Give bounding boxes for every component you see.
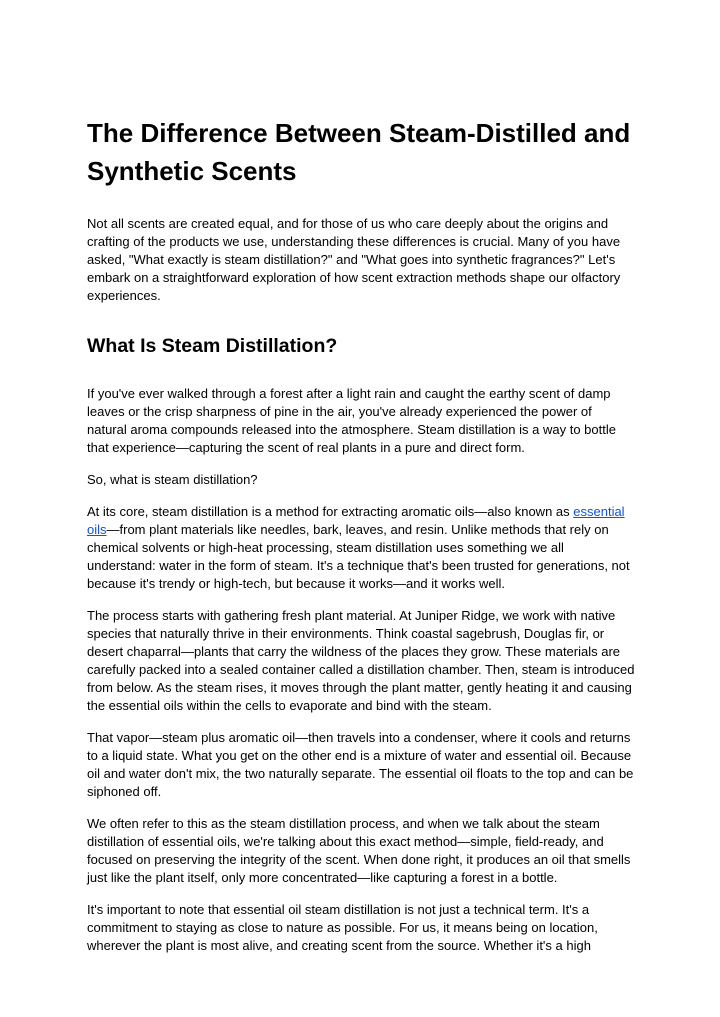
document-title: The Difference Between Steam-Distilled and Synthetic Scents [87,118,631,186]
paragraph-5: That vapor—steam plus aromatic oil—then travels into a condenser, where it cools and returns to a liquid state. What you get on the other end is a mixture of water and essential oil. Because oil and water don't mix, the two naturally separate. The essential oil floats to the top and can be siphoned off. [87,730,634,799]
paragraph-4: The process starts with gathering fresh plant material. At Juniper Ridge, we work with native species that naturally thrive in their environments. Think coastal sagebrush, Douglas fir, or desert chaparral—plants that carry the wildness of the places they grow. These materials are carefully packed into a sealed container called a distillation chamber. Then, steam is introduced from below. As the steam rises, it moves through the plant matter, gently heating it and causing the essential oils within the cells to evaporate and bind with the steam. [87,608,635,713]
paragraph-1: If you've ever walked through a forest after a light rain and caught the earthy scent of damp leaves or the crisp sharpness of pine in the air, you've already experienced the power of natural aroma compounds released into the atmosphere. Steam distillation is a way to bottle that experience—capturing the scent of real plants in a pure and direct form. [87,386,616,455]
paragraph-3 [87,503,635,593]
essential-oils-link[interactable]: essential oils [87,504,625,537]
document-page [87,114,635,969]
paragraph-6: We often refer to this as the steam distillation process, and when we talk about the steam distillation of essential oils, we're talking about this exact method—simple, field-ready, and focused on preserving the integrity of the scent. When done right, it produces an oil that smells just like the plant itself, only more concentrated—like capturing a forest in a bottle. [87,816,631,885]
paragraph-2: So, what is steam distillation? [87,472,258,487]
paragraph-3-rest: —from plant materials like needles, bark, leaves, and resin. Unlike methods that rely on chemical solvents or high-heat processing, steam distillation uses something we all understand: water in the form of steam. It's a technique that's been trusted for generations, not because it's trendy or high-tech, but because it works—and it works well. [87,522,630,591]
paragraph-7: It's important to note that essential oil steam distillation is not just a technical term. It's a commitment to staying as close to nature as possible. For us, it means being on location, wherever the plant is most alive, and creating scent from the source. Whether it's a high [87,902,598,953]
intro-paragraph: Not all scents are created equal, and for those of us who care deeply about the origins and crafting of the products we use, understanding these differences is crucial. Many of you have asked, "What exactly is steam distillation?" and "What goes into synthetic fragrances?" Let's embark on a straightforward exploration of how scent extraction methods shape our olfactory experiences. [87,216,621,303]
paragraph-3-lead: At its core, steam distillation is a method for extracting aromatic oils—also known as [87,504,574,519]
section-heading: What Is Steam Distillation? [87,335,338,357]
